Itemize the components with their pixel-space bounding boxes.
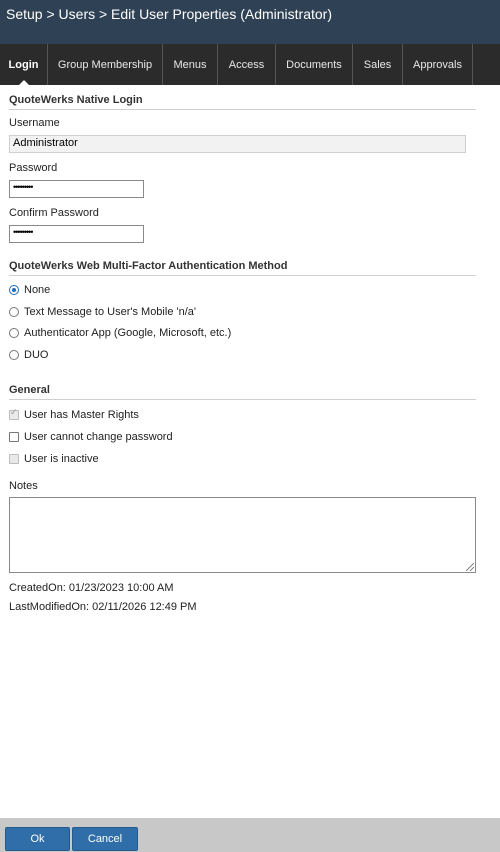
mfa-option-duo[interactable] xyxy=(9,349,48,361)
username-field[interactable]: Administrator xyxy=(9,135,466,153)
title-bar xyxy=(0,0,500,44)
mfa-heading: QuoteWerks Web Multi-Factor Authentication Method xyxy=(9,260,476,276)
confirm-password-label: Confirm Password xyxy=(9,207,99,219)
mfa-option-text-message[interactable] xyxy=(9,306,196,318)
checkbox-label: User cannot change password xyxy=(24,431,173,443)
tab-menus[interactable]: Menus xyxy=(163,44,218,85)
resize-handle-icon[interactable] xyxy=(466,563,474,571)
mfa-option-label: None xyxy=(24,284,51,296)
radio-icon[interactable] xyxy=(9,350,19,360)
password-label: Password xyxy=(9,162,58,174)
confirm-password-field[interactable]: ••••••••• xyxy=(9,225,144,243)
tab-group-membership[interactable]: Group Membership xyxy=(48,44,163,85)
ok-button[interactable]: Ok xyxy=(5,827,70,851)
created-on: CreatedOn: 01/23/2023 10:00 AM xyxy=(9,582,174,594)
mfa-option-label: Authenticator App (Google, Microsoft, etc.) xyxy=(24,327,232,339)
checkbox-label: User is inactive xyxy=(24,453,99,465)
cannot-change-password-option[interactable] xyxy=(9,431,173,443)
tab-access[interactable]: Access xyxy=(218,44,276,85)
tab-approvals[interactable]: Approvals xyxy=(403,44,473,85)
master-rights-option xyxy=(9,409,139,421)
mfa-option-authenticator[interactable] xyxy=(9,327,231,339)
mfa-option-label: Text Message to User's Mobile 'n/a' xyxy=(24,306,196,318)
radio-selected-icon[interactable] xyxy=(9,285,19,295)
notes-label: Notes xyxy=(9,480,38,492)
username-label: Username xyxy=(9,117,60,129)
notes-textarea[interactable] xyxy=(9,497,476,573)
native-login-heading: QuoteWerks Native Login xyxy=(9,94,476,110)
last-modified-on: LastModifiedOn: 02/11/2026 12:49 PM xyxy=(9,601,197,613)
tab-sales[interactable]: Sales xyxy=(353,44,403,85)
footer-bar xyxy=(0,818,500,852)
radio-icon[interactable] xyxy=(9,328,19,338)
mfa-option-label: DUO xyxy=(24,349,49,361)
checkbox-icon[interactable] xyxy=(9,432,19,442)
checkbox-label: User has Master Rights xyxy=(24,409,139,421)
general-heading: General xyxy=(9,384,476,400)
radio-icon[interactable] xyxy=(9,307,19,317)
checkbox-checked-icon xyxy=(9,410,19,420)
cancel-button[interactable]: Cancel xyxy=(72,827,138,851)
user-inactive-option xyxy=(9,453,99,465)
tab-login[interactable]: Login xyxy=(0,44,48,85)
breadcrumb: Setup > Users > Edit User Properties (Administrator) xyxy=(6,6,333,22)
tab-documents[interactable]: Documents xyxy=(276,44,353,85)
tab-bar xyxy=(0,44,500,85)
password-field[interactable]: ••••••••• xyxy=(9,180,144,198)
mfa-option-none[interactable] xyxy=(9,284,50,296)
checkbox-icon xyxy=(9,454,19,464)
